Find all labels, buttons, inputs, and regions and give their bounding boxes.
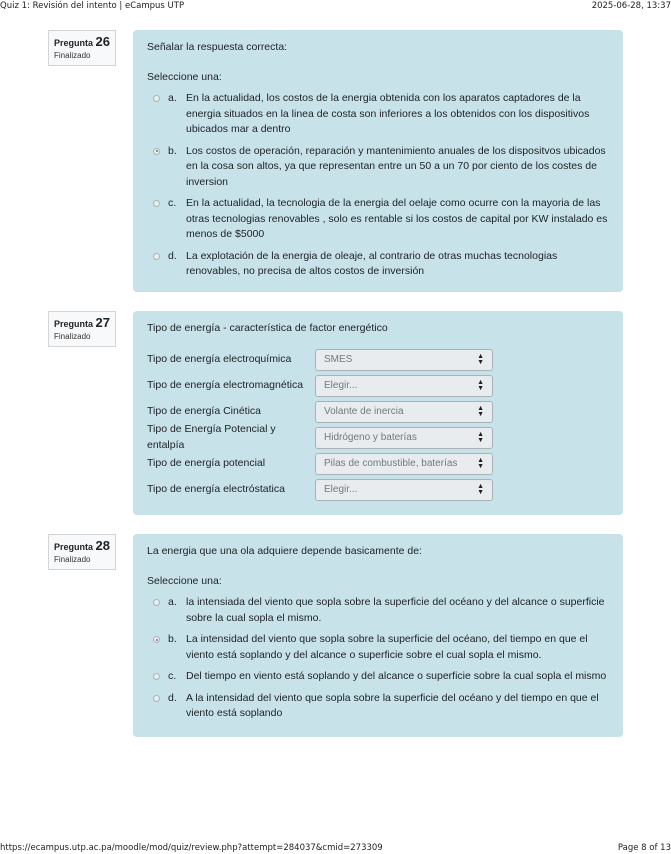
match-row: Tipo de energía Cinética Volante de inercia ▲ ▼ xyxy=(147,399,609,425)
answer-option-c[interactable]: c. Del tiempo en viento está soplando y del alcance o superficie sobre la cual sopla el mismo xyxy=(153,669,609,685)
answer-option-d[interactable]: d. A la intensidad del viento que sopla sobre la superficie del océano y del tiempo en que el viento está soplando xyxy=(153,691,609,722)
radio-button[interactable] xyxy=(153,253,160,260)
answer-list xyxy=(153,595,609,722)
question-state: Finalizado xyxy=(54,332,91,341)
radio-button[interactable] xyxy=(153,695,160,702)
question-text: Señalar la respuesta correcta: xyxy=(147,41,288,53)
page-title: Quiz 1: Revisión del intento | eCampus UTP xyxy=(0,1,185,11)
select-arrows-icon: ▲ ▼ xyxy=(477,456,484,470)
select-arrows-icon: ▲ ▼ xyxy=(477,378,484,392)
match-select[interactable]: Volante de inercia ▲ ▼ xyxy=(315,401,493,423)
match-select[interactable]: Pilas de combustible, baterías ▲ ▼ xyxy=(315,453,493,475)
question-content xyxy=(133,30,623,292)
page-number: Page 8 of 13 xyxy=(617,843,671,853)
question-info xyxy=(48,311,116,347)
question-info xyxy=(48,534,116,570)
answer-prompt: Seleccione una: xyxy=(147,70,222,83)
match-row: Tipo de energía potencial Pilas de combustible, baterías ▲ ▼ xyxy=(147,451,609,477)
radio-button-selected[interactable] xyxy=(153,148,160,155)
page-url: https://ecampus.utp.ac.pa/moodle/mod/quiz/review.php?attempt=284037&cmid=273309 xyxy=(0,843,383,853)
match-row: Tipo de Energía Potencial y entalpía Hidrógeno y baterías ▲ ▼ xyxy=(147,425,609,451)
radio-button[interactable] xyxy=(153,200,160,207)
print-datetime: 2025-06-28, 13:37 xyxy=(591,1,671,11)
print-header xyxy=(0,0,671,12)
answer-list xyxy=(153,91,609,280)
answer-prompt: Seleccione una: xyxy=(147,574,222,587)
match-row: Tipo de energía electroquímica SMES ▲ ▼ xyxy=(147,347,609,373)
match-row: Tipo de energía electróstatica Elegir... ▲ ▼ xyxy=(147,477,609,503)
select-arrows-icon: ▲ ▼ xyxy=(477,352,484,366)
question-number: Pregunta 27 xyxy=(54,315,110,330)
question-content xyxy=(133,534,623,737)
select-arrows-icon: ▲ ▼ xyxy=(477,482,484,496)
answer-option-a[interactable]: a. la intensiada del viento que sopla sobre la superficie del océano y del alcance o superficie sobre la cual sopla el mismo. xyxy=(153,595,609,626)
match-select[interactable]: SMES ▲ ▼ xyxy=(315,349,493,371)
select-arrows-icon: ▲ ▼ xyxy=(477,430,484,444)
print-footer xyxy=(0,842,671,854)
select-arrows-icon: ▲ ▼ xyxy=(477,404,484,418)
radio-button-selected[interactable] xyxy=(153,636,160,643)
answer-option-b[interactable]: b. Los costos de operación, reparación y mantenimiento anuales de los dispositvos ubicados en la cosa son altos, ya que representan entre un 50 a un 70 por ciento de los costes de inversion xyxy=(153,144,609,191)
radio-button[interactable] xyxy=(153,599,160,606)
question-number: Pregunta 28 xyxy=(54,538,110,553)
answer-option-b[interactable]: b. La intensidad del viento que sopla sobre la superficie del océano, del tiempo en que el viento está soplando y del alcance o superficie sobre el cual sopla el mismo. xyxy=(153,632,609,663)
question-text: La energia que una ola adquiere depende basicamente de: xyxy=(147,545,422,557)
question-text: Tipo de energía - característica de factor energético xyxy=(147,322,388,334)
match-select[interactable]: Elegir... ▲ ▼ xyxy=(315,479,493,501)
question-content xyxy=(133,311,623,515)
question-state: Finalizado xyxy=(54,51,91,60)
radio-button[interactable] xyxy=(153,673,160,680)
answer-option-a[interactable]: a. En la actualidad, los costos de la energia obtenida con los aparatos captadores de la energia situados en la linea de costa son inferiores a los obtenidos con los dispositivos ubicados mar a dentro xyxy=(153,91,609,138)
question-number: Pregunta 26 xyxy=(54,34,110,49)
question-state: Finalizado xyxy=(54,555,91,564)
answer-option-d[interactable]: d. La explotación de la energia de oleaje, al contrario de otras muchas tecnologias renovables, no precisa de altos costos de inversión xyxy=(153,249,609,280)
question-info xyxy=(48,30,116,66)
match-select[interactable]: Elegir... ▲ ▼ xyxy=(315,375,493,397)
match-select[interactable]: Hidrógeno y baterías ▲ ▼ xyxy=(315,427,493,449)
match-row: Tipo de energía electromagnética Elegir... ▲ ▼ xyxy=(147,373,609,399)
radio-button[interactable] xyxy=(153,95,160,102)
answer-option-c[interactable]: c. En la actualidad, la tecnologia de la energia del oelaje como ocurre con la mayoria de las otras tecnologias renovables , solo es rentable si los costos de capital por KW instalado es menos de $5000 xyxy=(153,196,609,243)
